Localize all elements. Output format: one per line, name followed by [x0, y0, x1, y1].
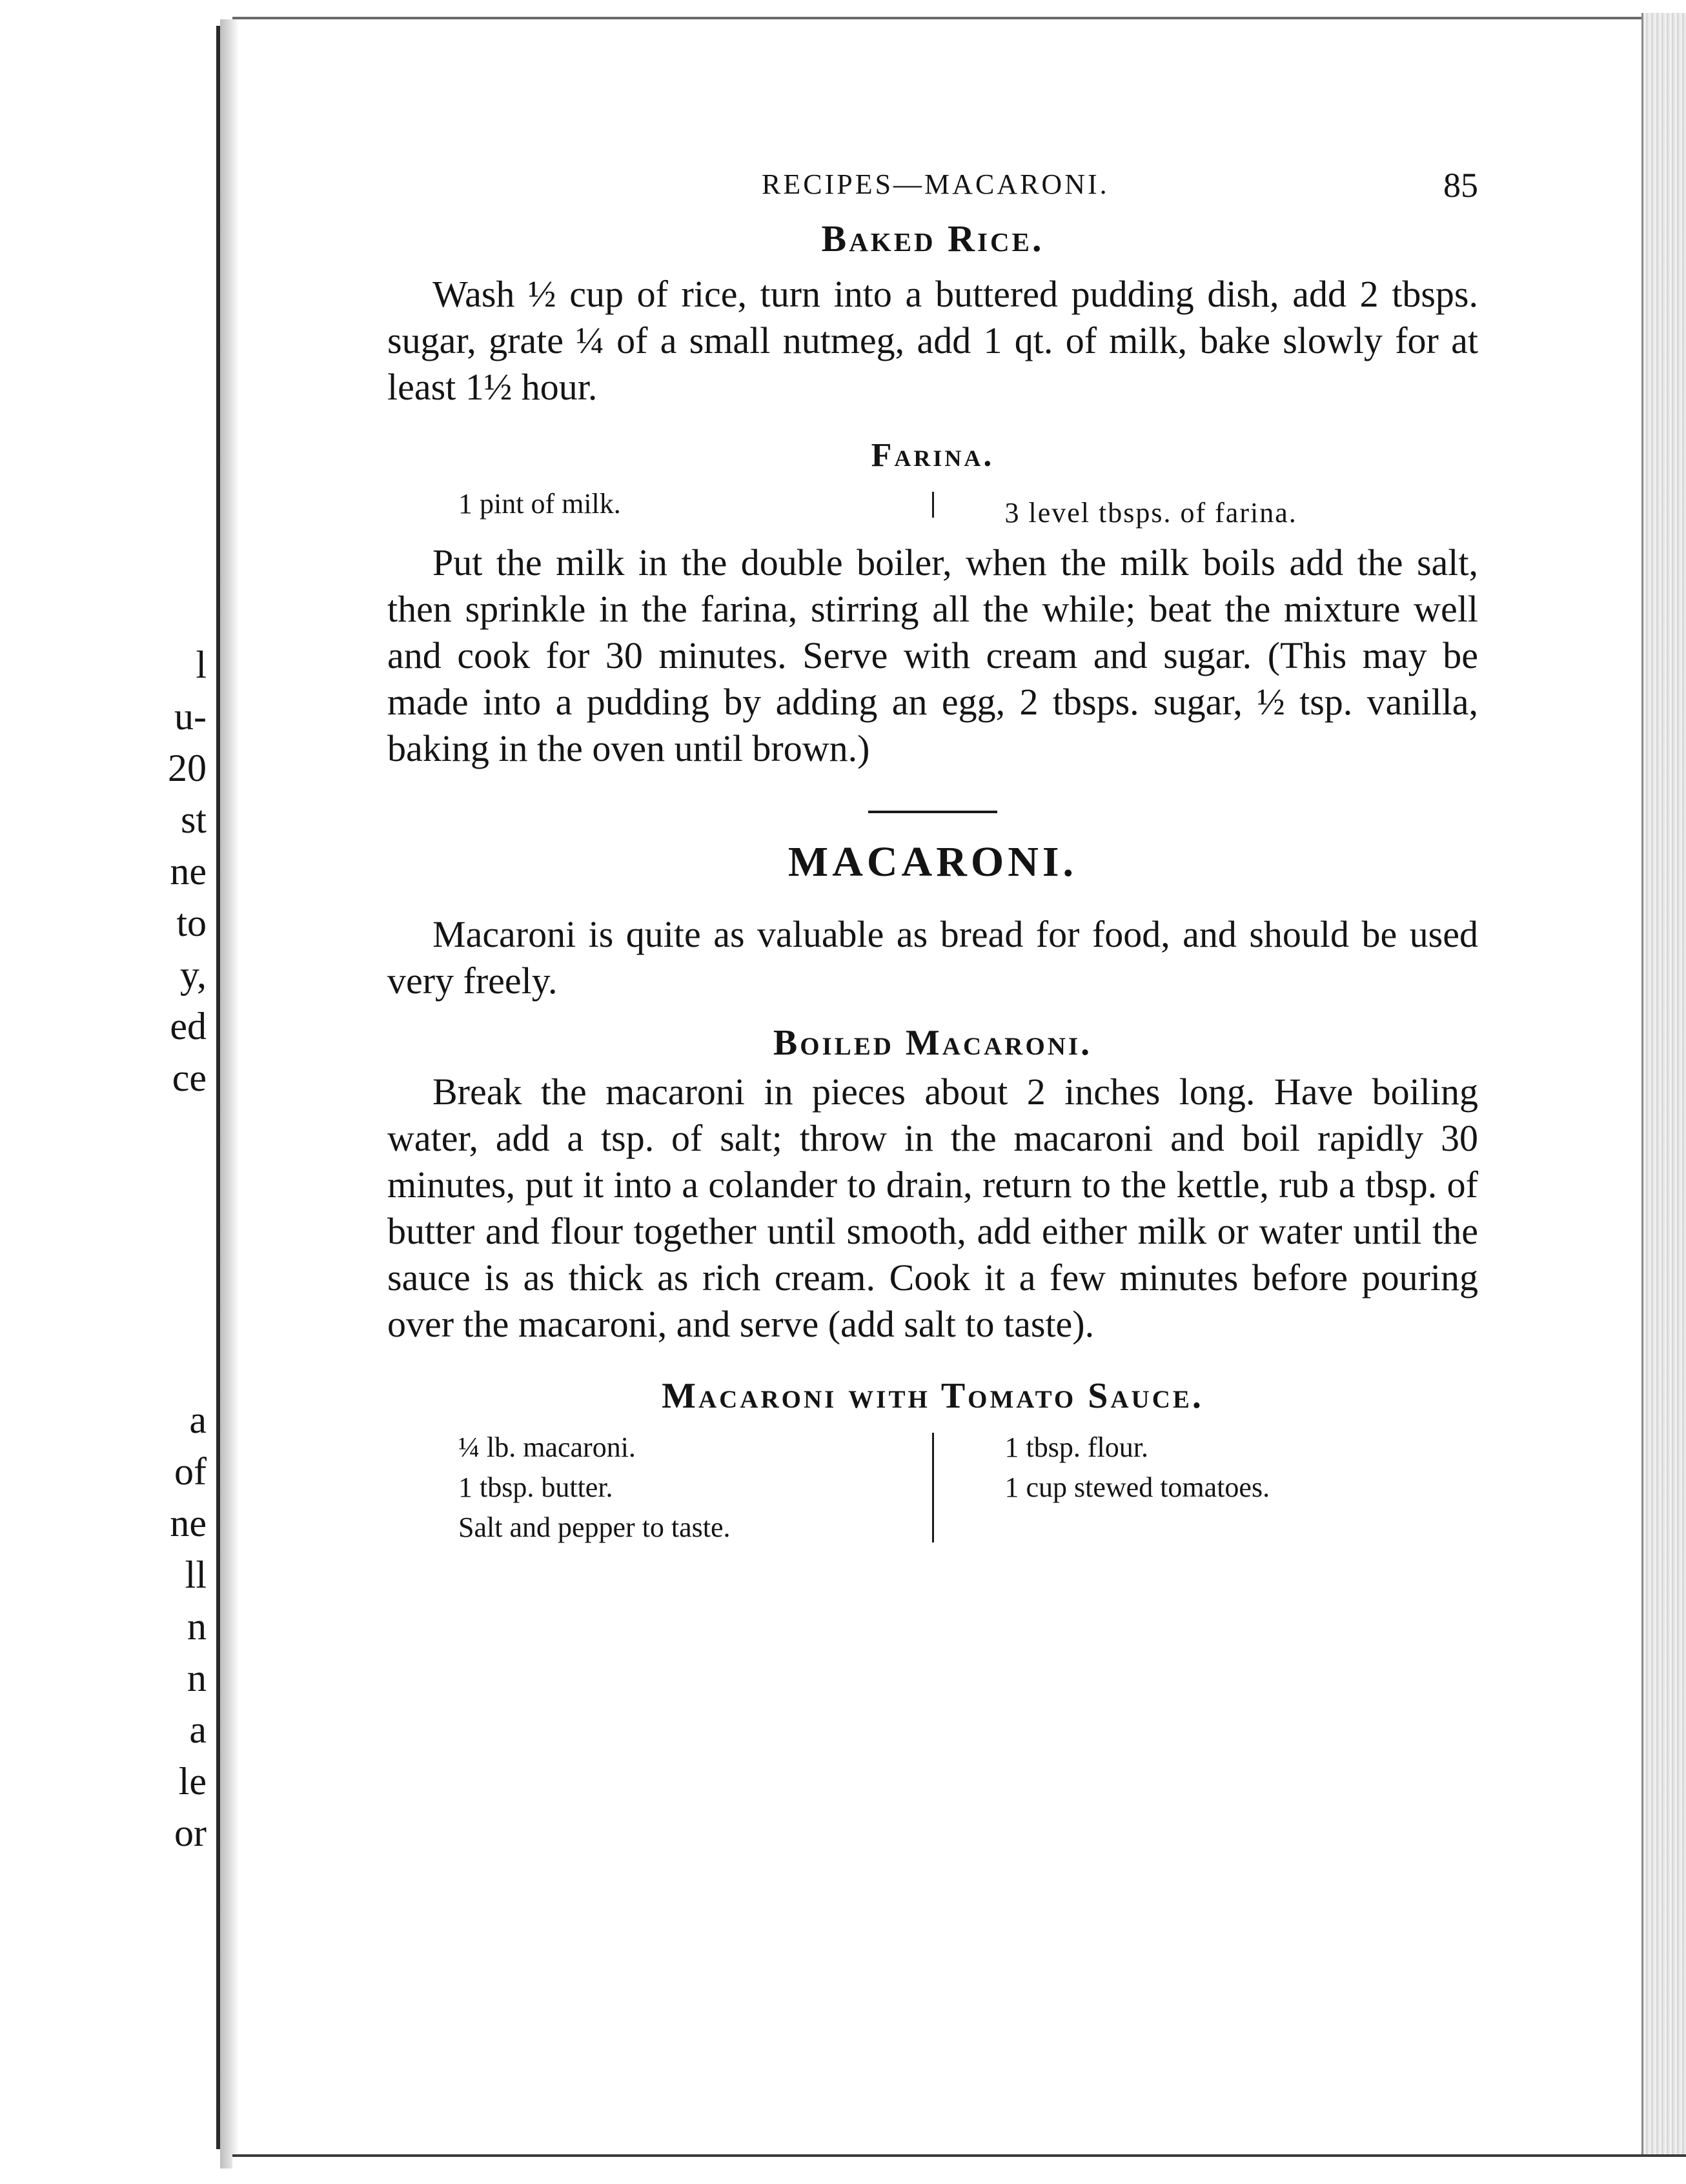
left-fragment: ne — [170, 850, 207, 893]
left-fragment: st — [180, 798, 207, 841]
ingredient-list-farina — [387, 484, 1478, 533]
previous-page-fragment — [0, 0, 219, 2184]
page-number: 85 — [1443, 166, 1478, 205]
left-page-text-bottom — [116, 1394, 207, 1859]
running-title: RECIPES—MACARONI. — [762, 168, 1110, 200]
ingredient-item: 1 cup stewed tomatoes. — [1004, 1471, 1270, 1503]
left-fragment: a — [189, 1708, 207, 1751]
ingredient-list-macaroni-tomato — [387, 1428, 1478, 1548]
left-fragment: l — [196, 643, 207, 686]
left-fragment: ll — [185, 1553, 207, 1596]
section-intro-macaroni: Macaroni is quite as valuable as bread for food, and should be used very freely. — [387, 913, 1478, 1002]
ingredient-column-right — [934, 1428, 1479, 1548]
left-fragment: a — [189, 1399, 207, 1441]
left-fragment: u- — [174, 695, 207, 738]
ingredient-item: 3 level tbsps. of farina. — [1004, 497, 1297, 529]
left-fragment: to — [176, 902, 207, 944]
ingredient-item: ¼ lb. macaroni. — [458, 1431, 636, 1463]
book-page-stack-edge — [1641, 13, 1686, 2156]
left-fragment: n — [187, 1657, 207, 1699]
running-header — [387, 148, 1478, 207]
recipe-text-baked-rice: Wash ½ cup of rice, turn into a buttered pudding dish, add 2 tbsps. sugar, grate ¼ of a small nutmeg, add 1 qt. of milk, bake slowly for at least 1½ hour. — [387, 273, 1478, 408]
binding-shadow — [220, 19, 239, 2169]
left-fragment: ed — [170, 1005, 207, 1047]
page-bottom-edge — [232, 2154, 1686, 2184]
recipe-heading-boiled-macaroni: Boiled Macaroni. — [773, 1023, 1093, 1063]
recipe-heading-macaroni-tomato: Macaroni with Tomato Sauce. — [662, 1376, 1204, 1416]
left-fragment: of — [174, 1450, 207, 1493]
section-title-macaroni: MACARONI. — [787, 838, 1078, 885]
ingredient-item: 1 tbsp. butter. — [458, 1471, 613, 1503]
left-fragment: n — [187, 1605, 207, 1648]
page-top-edge — [232, 17, 1659, 19]
ingredient-item: 1 tbsp. flour. — [1004, 1431, 1148, 1463]
section-divider-rule — [868, 811, 997, 813]
left-fragment: ce — [172, 1057, 207, 1099]
recipe-heading-farina: Farina. — [871, 437, 995, 474]
left-fragment: 20 — [168, 747, 207, 789]
book-page — [387, 148, 1478, 1554]
ingredient-item: Salt and pepper to taste. — [458, 1512, 731, 1543]
left-fragment: le — [178, 1760, 207, 1803]
left-fragment: or — [174, 1812, 207, 1854]
left-fragment: y, — [179, 953, 207, 996]
recipe-heading-baked-rice: Baked Rice. — [821, 217, 1044, 259]
recipe-text-farina: Put the milk in the double boiler, when the milk boils add the salt, then sprinkle in the farina, stirring all the while; beat the mixture well and cook for 30 minutes. Serve with cream and sugar. (This may be made into a pudding by adding an egg, 2 tbsps. sugar, ½ tsp. vanilla, baking in the oven until brown.) — [387, 541, 1478, 769]
recipe-text-boiled-macaroni: Break the macaroni in pieces about 2 inches long. Have boiling water, add a tsp. of salt; throw in the macaroni and boil rapidly 30 minutes, put it into a colander to drain, return to the kettle, rub a tbsp. of butter and flour together until smooth, add either milk or water until the sauce is as thick as rich cream. Cook it a few minutes before pouring over the macaroni, and serve (add salt to taste). — [387, 1071, 1478, 1345]
left-page-text-top — [116, 639, 207, 1104]
left-fragment: ne — [170, 1502, 207, 1544]
ingredient-column-left — [387, 1428, 932, 1548]
ingredient-item: 1 pint of milk. — [458, 488, 621, 520]
